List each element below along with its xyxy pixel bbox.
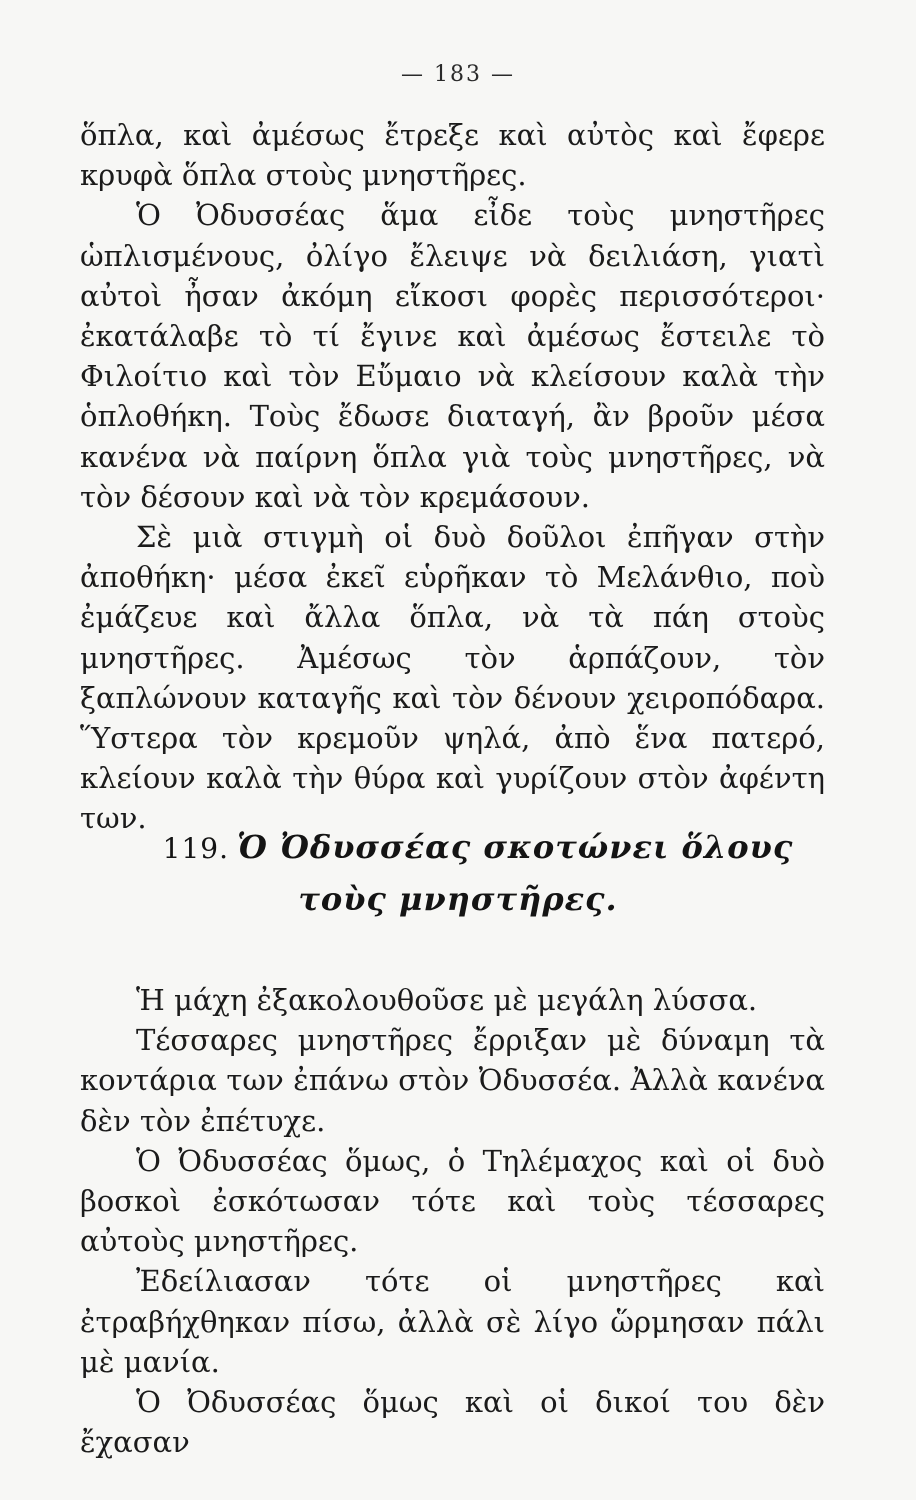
section-title-line-1: Ὁ Ὀδυσσέας σκοτώνει ὅλους [237,828,794,866]
paragraph: Τέσσαρες μνηστῆρες ἔρριξαν μὲ δύναμη τὰ κοντάρια των ἐπάνω στὸν Ὀδυσσέα. Ἀλλὰ κανένα δὲν τὸν ἐπέτυχε. [80,1023,825,1138]
section-heading [0,822,916,924]
top-text-block [80,115,825,839]
section-heading-line-1 [0,822,916,874]
paragraph-continues: Ὁ Ὀδυσσέας ὅμως καὶ οἱ δικοί του δὲν ἔχασαν [80,1385,825,1460]
page-number: — 183 — [401,62,515,87]
paragraph: Ὁ Ὀδυσσέας ἅμα εἶδε τοὺς μνηστῆρες ὡπλισμένους, ὀλίγο ἔλειψε νὰ δειλιάση, γιατὶ αὐτοὶ ἦσαν ἀκόμη εἴκοσι φορὲς περισσότεροι· ἐκατάλαβε τὸ τί ἔγινε καὶ ἀμέσως ἔστειλε τὸ Φιλοίτιο καὶ τὸν Εὔμαιο νὰ κλείσουν καλὰ τὴν ὁπλοθήκη. Τοὺς ἔδωσε διαταγή, ἂν βροῦν μέσα κανένα νὰ παίρνη ὅπλα γιὰ τοὺς μνηστῆρες, νὰ τὸν δέσουν καὶ νὰ τὸν κρεμάσουν. [80,198,825,514]
bottom-text-block [80,980,825,1462]
section-title-line-2: τοὺς μνηστῆρες. [298,880,618,918]
section-number: 119. [162,832,230,865]
paragraph-continuation: ὅπλα, καὶ ἀμέσως ἔτρεξε καὶ αὐτὸς καὶ ἔφερε κρυφὰ ὅπλα στοὺς μνηστῆρες. [80,118,825,193]
paragraph: Ὁ Ὀδυσσέας ὅμως, ὁ Τηλέμαχος καὶ οἱ δυὸ βοσκοὶ ἐσκότωσαν τότε καὶ τοὺς τέσσαρες αὐτοὺς μνηστῆρες. [80,1143,825,1259]
paragraph: Ἐδείλιασαν τότε οἱ μνηστῆρες καὶ ἐτραβήχθηκαν πίσω, ἀλλὰ σὲ λίγο ὥρμησαν πάλι μὲ μανία. [80,1264,825,1379]
paragraph: Σὲ μιὰ στιγμὴ οἱ δυὸ δοῦλοι ἐπῆγαν στὴν ἀποθήκη· μέσα ἐκεῖ εὑρῆκαν τὸ Μελάνθιο, ποὺ ἐμάζευε καὶ ἄλλα ὅπλα, νὰ τὰ πάη στοὺς μνηστῆρες. Ἀμέσως τὸν ἁρπάζουν, τὸν ξαπλώνουν καταγῆς καὶ τὸν δένουν χειροπόδαρα. Ὕστερα τὸν κρεμοῦν ψηλά, ἀπὸ ἕνα πατερό, κλείουν καλὰ τὴν θύρα καὶ γυρίζουν στὸν ἀφέντη των. [80,520,825,836]
paragraph: Ἡ μάχη ἐξακολουθοῦσε μὲ μεγάλη λύσσα. [136,983,758,1017]
